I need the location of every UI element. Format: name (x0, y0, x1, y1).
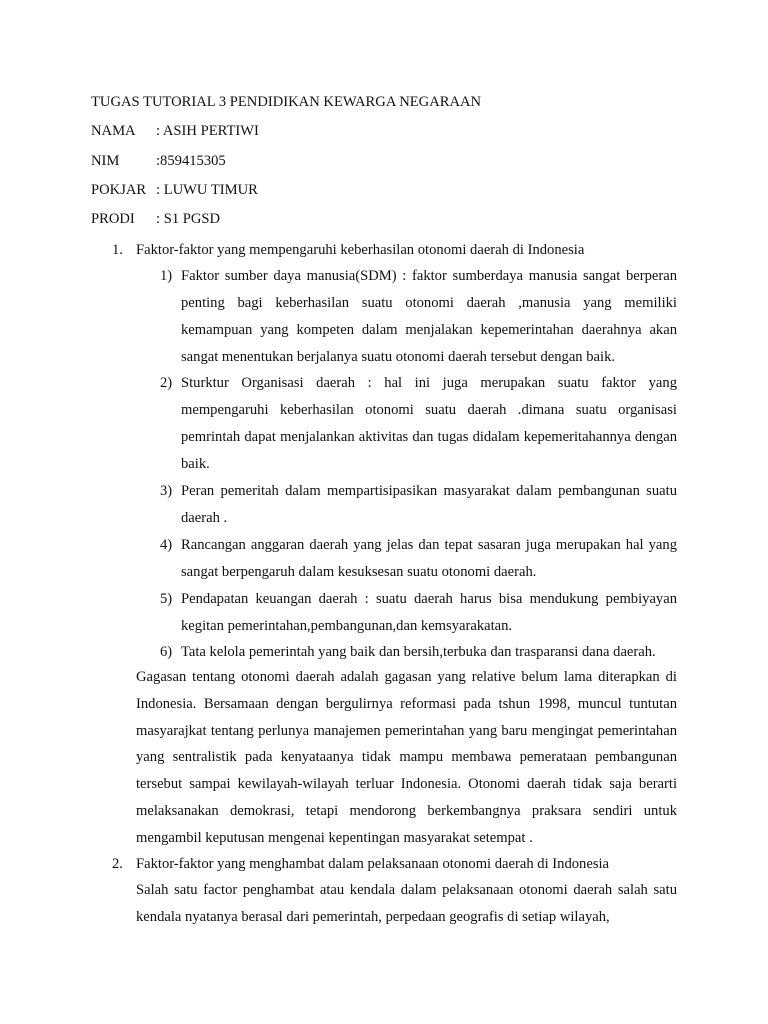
field-nim (91, 153, 226, 170)
sub-item-number: 3) (160, 483, 173, 499)
sub-item-number: 2) (160, 375, 173, 391)
sub-item-text: Rancangan anggaran daerah yang jelas dan tepat sasaran juga merupakan hal yang sangat berpengaruh dalam kesuksesan suatu otonomi daerah. (181, 537, 677, 580)
field-label: PRODI (91, 211, 135, 227)
field-value: : S1 PGSD (156, 211, 221, 227)
question-1-heading: Faktor-faktor yang mempengaruhi keberhasilan otonomi daerah di Indonesia (136, 242, 585, 258)
field-nama (91, 123, 259, 140)
sub-item-number: 4) (160, 537, 173, 553)
question-1-number: 1. (112, 242, 123, 258)
sub-item-text: Pendapatan keuangan daerah : suatu daerah harus bisa mendukung pembiyayan kegitan pemerintahan,pembangunan,dan kemsyarakatan. (181, 591, 677, 634)
sub-item-text: Faktor sumber daya manusia(SDM) : faktor sumberdaya manusia sangat berperan penting bagi keberhasilan suatu otonomi daerah ,manusia yang memiliki kemampuan yang kompeten dalam menjalakan kepemerintahan daerahnya akan sangat menentukan berjalanya suatu otonomi daerah tersebut dengan baik. (181, 268, 677, 365)
sub-item-number: 1) (160, 268, 173, 284)
question-1-paragraph: Gagasan tentang otonomi daerah adalah gagasan yang relative belum lama diterapkan di Indonesia. Bersamaan dengan bergulirnya reformasi pada tshun 1998, muncul tuntutan masyarajkat tentang perlunya manajemen pemerintahan yang baru mengingat pemerintahan yang sentralistik pada kenyataanya tidak mampu membawa pemerataan pembangunan tersebut sampai kewilayah-wilayah terluar Indonesia. Otonomi daerah tidak saja berarti melaksanakan demokrasi, tetapi mendorong berkembangnya praksara sendiri untuk mengambil keputusan mengenai kepentingan masyarakat setempat . (136, 669, 677, 846)
document-title: TUGAS TUTORIAL 3 PENDIDIKAN KEWARGA NEGARAAN (91, 94, 482, 110)
field-label: POKJAR (91, 182, 147, 198)
field-value: : ASIH PERTIWI (156, 123, 259, 139)
question-2-number: 2. (112, 856, 123, 872)
sub-item-text: Tata kelola pemerintah yang baik dan bersih,terbuka dan trasparansi dana daerah. (181, 644, 656, 660)
field-prodi (91, 211, 220, 228)
field-pokjar (91, 182, 258, 199)
sub-item-number: 5) (160, 591, 173, 607)
sub-item-text: Sturktur Organisasi daerah : hal ini juga merupakan suatu faktor yang mempengaruhi keberhasilan otonomi suatu daerah .dimana suatu organisasi pemrintah dapat menjalankan aktivitas dan tugas didalam kepemeritahannya dengan baik. (181, 375, 677, 472)
question-2-paragraph: Salah satu factor penghambat atau kendala dalam pelaksanaan otonomi daerah salah satu kendala nyatanya berasal dari pemerintah, perpedaan geografis di setiap wilayah, (136, 882, 677, 925)
field-label: NAMA (91, 123, 136, 139)
question-2-heading: Faktor-faktor yang menghambat dalam pelaksanaan otonomi daerah di Indonesia (136, 856, 610, 872)
field-value: :859415305 (156, 153, 226, 169)
sub-item-number: 6) (160, 644, 173, 660)
sub-item-text: Peran pemeritah dalam mempartisipasikan masyarakat dalam pembangunan suatu daerah . (181, 483, 677, 526)
field-label: NIM (91, 153, 120, 169)
field-value: : LUWU TIMUR (156, 182, 258, 198)
